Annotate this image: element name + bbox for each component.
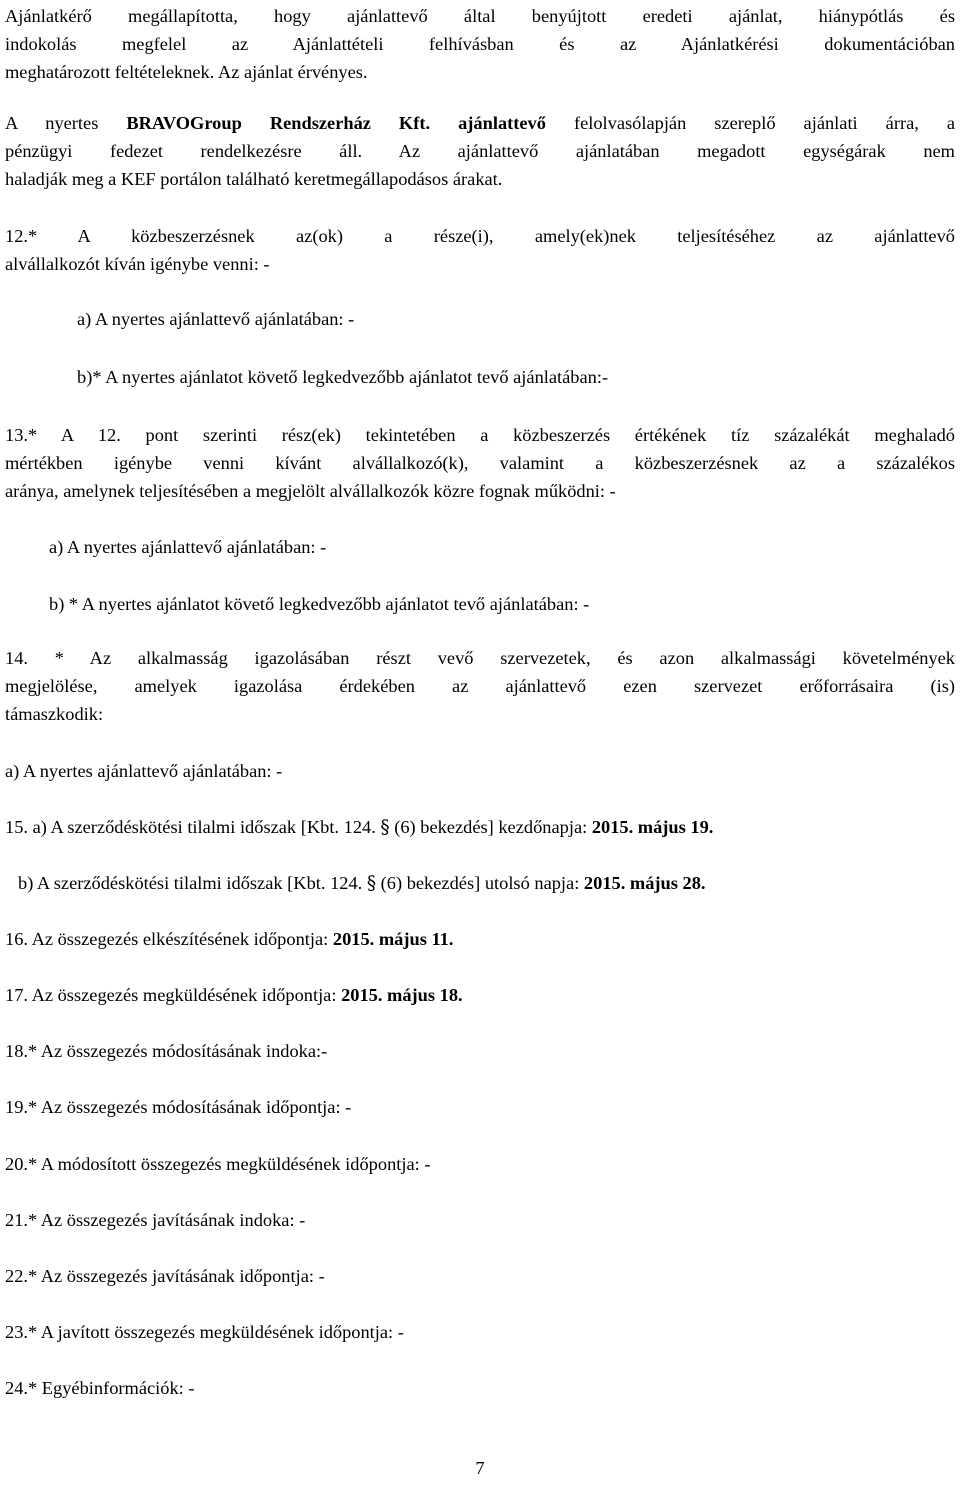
standstill-start-date: 2015. május 19. [591,817,714,837]
section-21: 21.* Az összegezés javításának indoka: - [5,1210,306,1230]
section-22: 22.* Az összegezés javításának időpontja: - [5,1266,325,1286]
section-23: 23.* A javított összegezés megküldésének időpontja: - [5,1322,404,1342]
section-24: 24.* Egyébinformációk: - [5,1378,195,1398]
section-17: 17. Az összegezés megküldésének időpontja: 2015. május 18. [5,985,463,1005]
section-13-a: a) A nyertes ajánlattevő ajánlatában: - [49,537,327,557]
page-number: 7 [475,1458,485,1478]
standstill-end-date: 2015. május 28. [583,873,706,893]
section-14-a: a) A nyertes ajánlattevő ajánlatában: - [5,761,283,781]
winner-role: ajánlattevő [458,113,546,133]
section-sign-icon: § [380,817,390,838]
text-line: indokolás megfelel az Ajánlattételi felhívásban és az Ajánlatkérési dokumentációban [5,34,955,54]
text-line: A nyertes BRAVOGroup Rendszerház Kft. ajánlattevő felolvasólapján szereplő ajánlati árra, a [5,113,955,133]
summary-sent-date: 2015. május 18. [341,985,463,1005]
text-line: pénzügyi fedezet rendelkezésre áll. Az ajánlattevő ajánlatában megadott egységárak nem [5,141,955,161]
section-12 [5,222,955,278]
section-13-b: b) * A nyertes ajánlatot követő legkedvezőbb ajánlatot tevő ajánlatában: - [49,594,590,614]
text-line: megjelölése, amelyek igazolása érdekében az ajánlattevő ezen szervezet erőforrásaira (is) [5,676,955,696]
section-15-b: b) A szerződéskötési tilalmi időszak [Kbt. 124. § (6) bekezdés] utolsó napja: 2015. május 28. [18,873,706,894]
section-19: 19.* Az összegezés módosításának időpontja: - [5,1097,352,1117]
section-18: 18.* Az összegezés módosításának indoka:- [5,1041,328,1061]
section-15-a: 15. a) A szerződéskötési tilalmi időszak [Kbt. 124. § (6) bekezdés] kezdőnapja: 2015. május 19. [5,817,714,838]
text-line: Ajánlatkérő megállapította, hogy ajánlattevő által benyújtott eredeti ajánlat, hiánypótlás és [5,6,955,26]
section-14 [5,644,955,728]
text-line: támaszkodik: [5,704,104,724]
paragraph-winner [5,109,955,193]
section-20: 20.* A módosított összegezés megküldésének időpontja: - [5,1154,431,1174]
section-12-b: b)* A nyertes ajánlatot követő legkedvezőbb ajánlatot tevő ajánlatában:- [77,367,609,387]
section-sign-icon: § [366,873,377,894]
text-line: meghatározott feltételeknek. Az ajánlat érvényes. [5,62,368,82]
text-line: haladják meg a KEF portálon található keretmegállapodásos árakat. [5,169,503,189]
paragraph-validity [5,2,955,86]
text-line: 14. * Az alkalmasság igazolásában részt vevő szervezetek, és azon alkalmassági követelmények [5,648,955,668]
text-line: alvállalkozót kíván igénybe venni: - [5,254,270,274]
text-line: 12.* A közbeszerzésnek az(ok) a része(i), amely(ek)nek teljesítéséhez az ajánlattevő [5,226,955,246]
section-12-a: a) A nyertes ajánlattevő ajánlatában: - [77,309,355,329]
section-16: 16. Az összegezés elkészítésének időpontja: 2015. május 11. [5,929,454,949]
winner-name: BRAVOGroup Rendszerház Kft. [126,113,431,133]
text-line: aránya, amelynek teljesítésében a megjelölt alvállalkozók közre fognak működni: - [5,481,616,501]
text-line: mértékben igénybe venni kívánt alvállalkozó(k), valamint a közbeszerzésnek az a százalékos [5,453,955,473]
text-line: 13.* A 12. pont szerinti rész(ek) tekintetében a közbeszerzés értékének tíz százalékát meghaladó [5,425,955,445]
section-13 [5,421,955,505]
summary-prepared-date: 2015. május 11. [332,929,454,949]
